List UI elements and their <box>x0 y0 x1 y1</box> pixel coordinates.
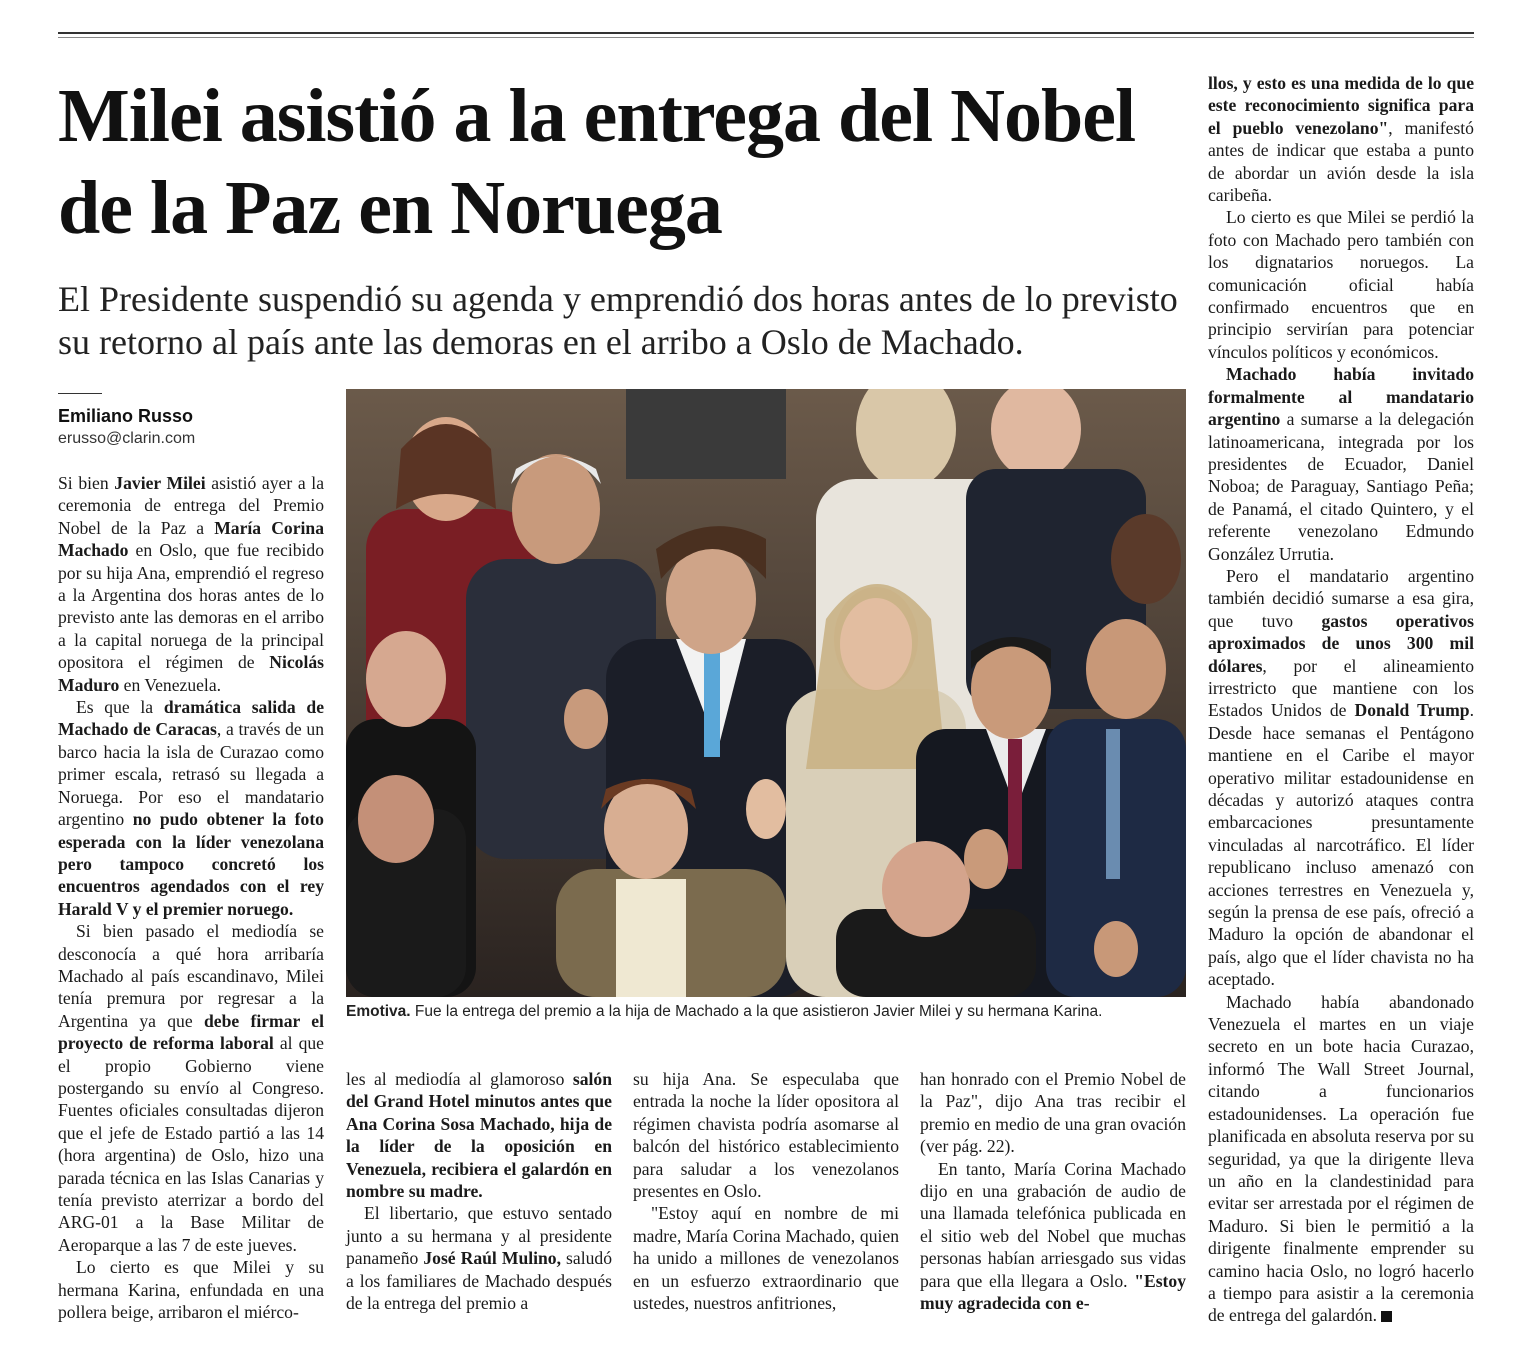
paragraph: llos, y esto es una medida de lo que este reconocimiento significa para el pueblo venezolano", manifestó antes de indicar que estaba a punto de abordar un avión desde la isla caribeña. <box>1208 73 1474 206</box>
deck-subheadline: El Presidente suspendió su agenda y emprendió dos horas antes de lo previsto su retorno al país ante las demoras en el arribo a Oslo de Machado. <box>58 279 1178 362</box>
paragraph: Machado había invitado formalmente al mandatario argentino a sumarse a la delegación latinoamericana, integrada por los presidentes de Ecuador, Daniel Noboa; de Paraguay, Santiago Peña; de Panamá, el citado Quintero, y el referente venezolano Edmundo González Urrutia. <box>1208 364 1474 564</box>
paragraph: Lo cierto es que Milei y su hermana Karina, enfundada en una pollera beige, arribaron el miérco- <box>58 1257 324 1323</box>
byline-rule <box>58 393 102 394</box>
paragraph: Lo cierto es que Milei se perdió la foto con Machado pero también con los dignatarios noruegos. La comunicación oficial había confirmado encuentros que en principio servirían para potenciar vínculos políticos y económicos. <box>1208 207 1474 362</box>
paragraph: Si bien pasado el mediodía se desconocía a qué hora arribaría Machado al país escandinavo, Milei tenía premura por regresar a la Argentina ya que debe firmar el proyecto de reforma laboral al que el propio Gobierno viene postergando su envío al Congreso. Fuentes oficiales consultadas dijeron que el jefe de Estado partió a las 14 (hora argentina) de Oslo, hizo una parada técnica en las Islas Canarias y tenía previsto aterrizar a bordo del ARG-01 a la Base Militar de Aeroparque a las 7 de este jueves. <box>58 921 324 1255</box>
article-column-4 <box>633 1068 899 1314</box>
paragraph: Es que la dramática salida de Machado de Caracas, a través de un barco hacia la isla de Curazao como primer escala, retrasó su llegada a Noruega. Por eso el mandatario argentino no pudo obtener la foto esperada con la líder venezolana pero tampoco concretó los encuentros agendados con el rey Harald V y el premier noruego. <box>58 697 325 919</box>
end-of-article-mark <box>1381 1311 1392 1322</box>
paragraph: han honrado con el Premio Nobel de la Paz", dijo Ana tras recibir el premio en medio de una gran ovación (ver pág. 22). <box>920 1069 1186 1157</box>
headline: Milei asistió a la entrega del Nobel de la Paz en Noruega <box>58 74 1136 250</box>
paragraph: En tanto, María Corina Machado dijo en una grabación de audio de una llamada telefónica publicada en el sitio web del Nobel que muchas personas habían arriesgado sus vidas para que ella llegara a Oslo. "Estoy muy agradecida con e- <box>920 1158 1186 1314</box>
article-column-1 <box>58 472 324 1323</box>
caption-text: Fue la entrega del premio a la hija de Machado a la que asistieron Javier Milei y su hermana Karina. <box>414 1003 1103 1020</box>
top-rule-thin <box>58 37 1474 38</box>
paragraph: Si bien Javier Milei asistió ayer a la ceremonia de entrega del Premio Nobel de la Paz a María Corina Machado en Oslo, que fue recibido por su hija Ana, emprendió el regreso a la Argentina dos horas antes de lo previsto ante las demoras en el arribo a la capital noruega de la principal opositora el régimen de Nicolás Maduro en Venezuela. <box>58 473 325 695</box>
paragraph: les al mediodía al glamoroso salón del Grand Hotel minutos antes que Ana Corina Sosa Machado, hija de la líder de la oposición en Venezuela, recibiera el galardón en nombre su madre. <box>346 1069 612 1202</box>
crowd-photo-illustration <box>346 389 1186 997</box>
paragraph: Pero el mandatario argentino también decidió sumarse a esa gira, que tuvo gastos operativos aproximados de unos 300 mil dólares, por el alineamiento irrestricto que mantiene con los Estados Unidos de Donald Trump. Desde hace semanas el Pentágono mantiene en el Caribe el mayor operativo militar estadounidense en décadas y autorizó ataques contra embarcaciones presuntamente vinculadas al narcotráfico. El líder republicano incluso amenazó con acciones terrestres en Venezuela y, según la prensa de ese país, ofreció a Maduro la opción de abandonar el país, algo que el líder chavista no ha aceptado. <box>1208 565 1474 990</box>
paragraph: "Estoy aquí en nombre de mi madre, María Corina Machado, quien ha unido a millones de venezolanos en un esfuerzo extraordinario que ustedes, nuestros anfitriones, <box>633 1203 899 1314</box>
author-name: Emiliano Russo <box>58 406 194 426</box>
article-column-5 <box>920 1068 1186 1314</box>
top-rule <box>58 32 1474 34</box>
caption-lead: Emotiva. <box>346 1003 411 1020</box>
paragraph: Machado había abandonado Venezuela el martes en un viaje secreto en un bote hacia Curazao, informó The Wall Street Journal, citando a funcionarios estadounidenses. La operación fue planificada en absoluta reserva por su seguridad, ya que la dirigente lleva un año en la clandestinidad para evitar ser arrestada por el régimen de Maduro. Si bien le permitió a la dirigente finalmente emprender su camino hacia Oslo, no logró hacerlo a tiempo para asistir a la ceremonia de entrega del galardón. <box>1208 991 1474 1326</box>
paragraph: su hija Ana. Se especulaba que entrada la noche la líder opositora al régimen chavista podría asomarse al balcón del histórico establecimiento para saludar a los venezolanos presentes en Oslo. <box>633 1069 899 1202</box>
paragraph: El libertario, que estuvo sentado junto a su hermana y al presidente panameño José Raúl Mulino, saludó a los familiares de Machado después de la entrega del premio a <box>346 1203 612 1314</box>
article-column-right <box>1208 72 1474 1327</box>
photo-caption <box>346 1003 1186 1021</box>
article-column-3 <box>346 1068 612 1314</box>
author-email[interactable]: erusso@clarin.com <box>58 430 196 447</box>
news-photo <box>346 389 1186 997</box>
